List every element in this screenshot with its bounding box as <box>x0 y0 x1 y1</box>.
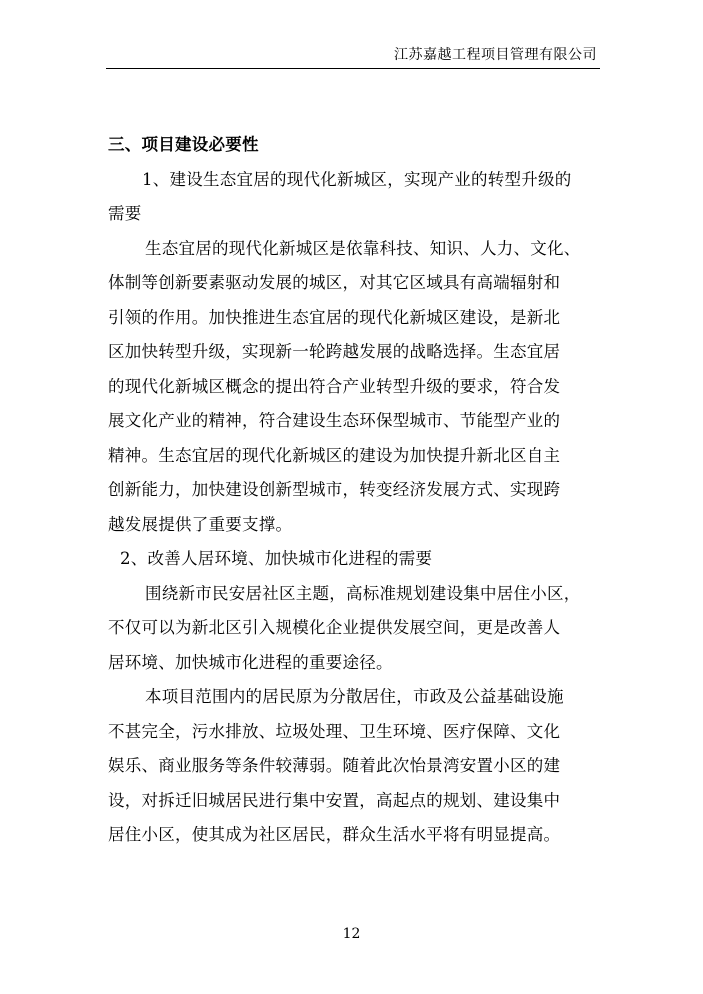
paragraph-2-line: 居环境、加快城市化进程的重要途径。 <box>108 652 393 672</box>
paragraph-3-line: 本项目范围内的居民原为分散居住，市政及公益基础设施 <box>145 687 564 706</box>
paragraph-1-line: 展文化产业的精神，符合建设生态环保型城市、节能型产业的 <box>108 411 561 430</box>
subheading-2: 2、改善人居环境、加快城市化进程的需要 <box>120 549 433 568</box>
paragraph-1-line: 引领的作用。加快推进生态宜居的现代化新城区建设，是新北 <box>108 307 561 327</box>
paragraph-2-line: 不仅可以为新北区引入规模化企业提供发展空间，更是改善人 <box>108 618 561 637</box>
section-title: 三、项目建设必要性 <box>108 135 259 154</box>
paragraph-2-line: 围绕新市民安居社区主题，高标准规划建设集中居住小区， <box>145 583 581 603</box>
paragraph-1-line: 生态宜居的现代化新城区是依靠科技、知识、人力、文化、 <box>145 238 581 258</box>
paragraph-1-line: 体制等创新要素驱动发展的城区，对其它区域具有高端辐射和 <box>108 273 561 292</box>
paragraph-1-line: 精神。生态宜居的现代化新城区的建设为加快提升新北区自主 <box>108 445 561 465</box>
subheading-1-line-1: 1、建设生态宜居的现代化新城区，实现产业的转型升级的 <box>142 169 572 189</box>
paragraph-3-line: 娱乐、商业服务等条件较薄弱。随着此次怡景湾安置小区的建 <box>108 756 561 775</box>
paragraph-1-line: 越发展提供了重要支撑。 <box>108 514 293 534</box>
header-company-name: 江苏嘉越工程项目管理有限公司 <box>394 47 597 63</box>
header-rule <box>106 68 600 69</box>
paragraph-3-line: 设，对拆迁旧城居民进行集中安置，高起点的规划、建设集中 <box>108 790 561 810</box>
paragraph-3-line: 不甚完全，污水排放、垃圾处理、卫生环境、医疗保障、文化 <box>108 721 561 741</box>
page-number: 12 <box>342 926 361 942</box>
paragraph-1-line: 的现代化新城区概念的提出符合产业转型升级的要求，符合发 <box>108 376 561 396</box>
paragraph-3-line: 居住小区，使其成为社区居民，群众生活水平将有明显提高。 <box>108 825 561 844</box>
paragraph-1-line: 创新能力，加快建设创新型城市，转变经济发展方式、实现跨 <box>108 480 561 499</box>
paragraph-1-line: 区加快转型升级，实现新一轮跨越发展的战略选择。生态宜居 <box>108 342 561 361</box>
document-body <box>108 128 596 853</box>
subheading-1-line-2: 需要 <box>108 204 142 223</box>
